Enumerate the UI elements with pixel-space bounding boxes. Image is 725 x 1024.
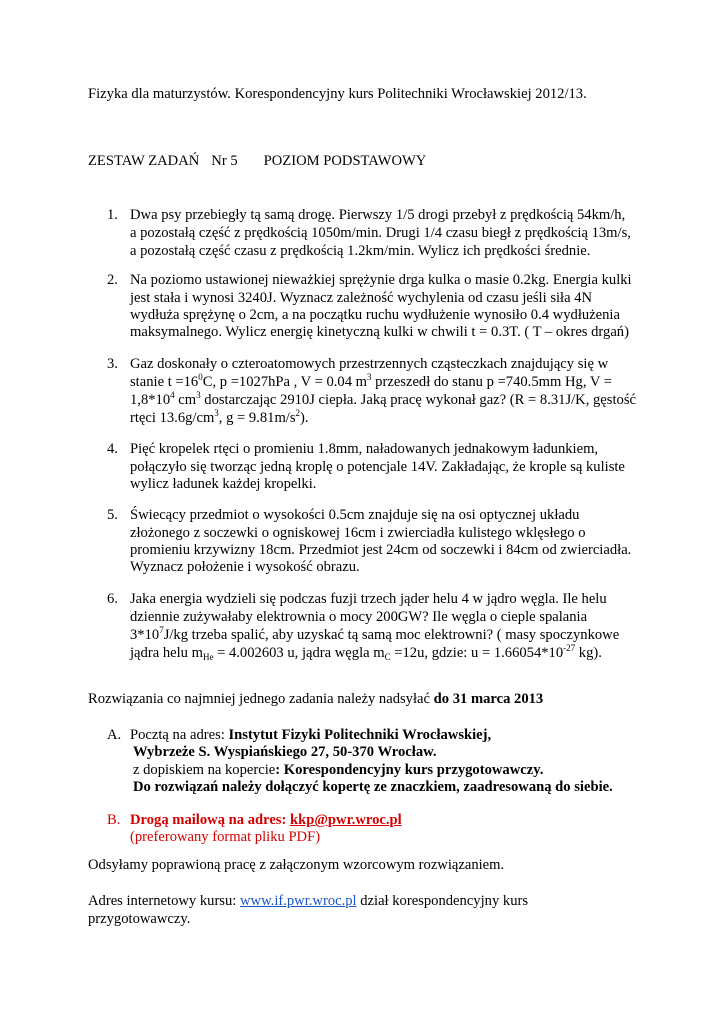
task-line: Pięć kropelek rtęci o promieniu 1.8mm, naładowanych jednakowym ładunkiem, xyxy=(130,441,599,457)
course-address-line-2: przygotowawczy. xyxy=(88,911,191,927)
task-line: połączyło się tworząc jedną kroplę o potencjale 14V. Zakładając, że krople są kuliste xyxy=(130,459,625,475)
set-number: Nr 5 xyxy=(211,153,238,169)
task-line: stanie $t =16^0C$, p =1027hPa , V = 0.04 $m^3$ przeszedł do stanu p =740.5mm Hg, V = xyxy=(130,372,613,390)
feedback-line: Odsyłamy poprawioną pracę z załączonym wzorcowym rozwiązaniem. xyxy=(88,857,505,873)
document-header: Fizyka dla maturzystów. Korespondencyjny kurs Politechniki Wrocławskiej 2012/13. xyxy=(88,86,587,102)
task-line: rtęci $13.6g/cm^3$, $g = 9.81m/s^2$). xyxy=(130,408,309,426)
task-number: 3. xyxy=(107,356,118,372)
task-line: $1,8*10^4$ $cm^3$ dostarczając 2910J ciepła. Jaką pracę wykonał gaz? (R = 8.31J/K, gęstość xyxy=(130,390,636,408)
postal-address: Wybrzeże S. Wyspiańskiego 27, 50-370 Wrocław. xyxy=(133,744,437,760)
task-line: jest stała i wynosi 3240J. Wyznacz zależność wychylenia od czasu jeśli siła 4N xyxy=(130,290,593,306)
set-title-label: ZESTAW ZADAŃ xyxy=(88,153,200,169)
course-website-link[interactable]: www.if.pwr.wroc.pl xyxy=(240,893,357,909)
email-link[interactable]: kkp@pwr.wroc.pl xyxy=(290,812,402,828)
deadline-text: Rozwiązania co najmniej jednego zadania należy nadsyłać xyxy=(88,691,434,707)
option-letter: B. xyxy=(107,812,121,828)
institution-name: Instytut Fizyki Politechniki Wrocławskiej, xyxy=(228,727,492,743)
task-number: 2. xyxy=(107,272,118,288)
task-line: $3*10^7J/kg$ trzeba spalić, aby uzyskać tą samą moc elektrowni? ( masy spoczynkowe xyxy=(130,625,620,643)
envelope-note: z dopiskiem na kopercie: Korespondencyjny kurs przygotowawczy. xyxy=(133,762,544,778)
task-line: maksymalnego. Wylicz energię kinetyczną kulki w chwili t = 0.3T. ( T – okres drgań) xyxy=(130,324,629,340)
set-level: POZIOM PODSTAWOWY xyxy=(263,153,427,169)
task-number: 5. xyxy=(107,507,118,523)
task-line: promieniu krzywizny 18cm. Przedmiot jest 24cm od soczewki i 84cm od zwierciadła. xyxy=(130,542,632,558)
task-line: a pozostałą część z prędkością 1050m/min. Drugi 1/4 czasu biegł z prędkością 13m/s, xyxy=(130,225,631,241)
deadline-date: do 31 marca 2013 xyxy=(433,691,544,707)
task-line: a pozostałą część czasu z prędkością 1.2km/min. Wylicz ich prędkości średnie. xyxy=(130,243,591,259)
set-title xyxy=(88,153,426,171)
task-line: Wyznacz położenie i wysokość obrazu. xyxy=(130,559,360,575)
envelope-instruction: Do rozwiązań należy dołączyć kopertę ze znaczkiem, zaadresowaną do siebie. xyxy=(133,779,613,795)
task-number: 4. xyxy=(107,441,118,457)
task-line: Gaz doskonały o czteroatomowych przestrzennych cząsteczkach znajdujący się w xyxy=(130,356,609,372)
pdf-format-note: (preferowany format pliku PDF) xyxy=(130,829,321,845)
task-line: złożonego z soczewki o ogniskowej 16cm i zwierciadła kulistego wklęsłego o xyxy=(130,525,586,541)
task-line: Na poziomo ustawionej nieważkiej sprężynie drga kulka o masie 0.2kg. Energia kulki xyxy=(130,272,632,288)
option-letter: A. xyxy=(107,727,122,743)
task-number: 6. xyxy=(107,591,118,607)
task-line: wylicz ładunek każdej kropelki. xyxy=(130,476,317,492)
task-line: wydłuża sprężynę o 2cm, a na początku ruchu wydłużenie wynosiło 0.4 wydłużenia xyxy=(130,307,620,323)
task-line: dziennie zużywałaby elektrownia o mocy 200GW? Ile węgla o cieple spalania xyxy=(130,609,588,625)
option-a-line: Pocztą na adres: Instytut Fizyki Politechniki Wrocławskiej, xyxy=(130,727,492,743)
task-line: jądra helu $m_{He} = 4.002603$ u, jądra węgla $m_C =12u$, gdzie: $u = 1.66054*10^{-27}$ kg). xyxy=(130,643,602,662)
course-address-line: Adres internetowy kursu: www.if.pwr.wroc.pl dział korespondencyjny kurs xyxy=(88,893,529,909)
task-number: 1. xyxy=(107,207,118,223)
option-b-line: Drogą mailową na adres: kkp@pwr.wroc.pl xyxy=(130,812,402,828)
task-line: Świecący przedmiot o wysokości 0.5cm znajduje się na osi optycznej układu xyxy=(130,507,580,523)
task-line: Dwa psy przebiegły tą samą drogę. Pierwszy 1/5 drogi przebył z prędkością 54km/h, xyxy=(130,207,626,223)
task-line: Jaka energia wydzieli się podczas fuzji trzech jąder helu 4 w jądro węgla. Ile helu xyxy=(130,591,607,607)
deadline-line xyxy=(88,691,543,709)
